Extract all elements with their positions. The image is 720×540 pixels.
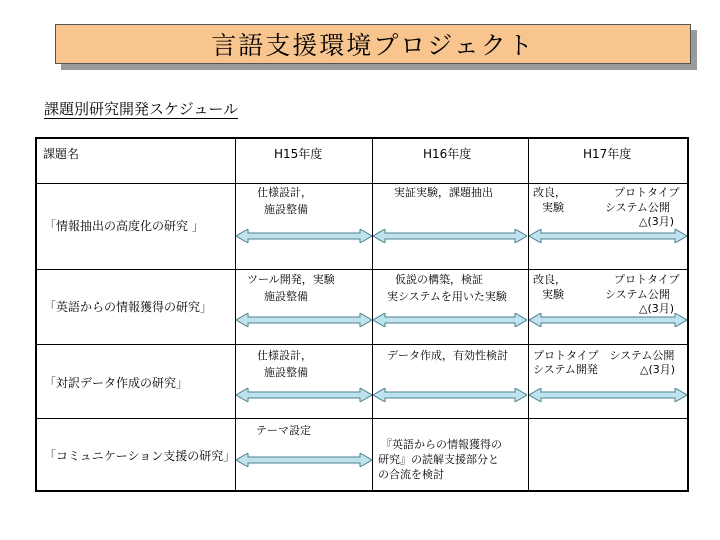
schedule-subtitle: 課題別研究開発スケジュール xyxy=(44,100,239,118)
row3-h17-mark: △(3月) xyxy=(640,363,676,376)
row3-h15-line1: 仕様設計， xyxy=(257,349,312,362)
row1-h17-right1: プロトタイプ xyxy=(614,186,680,199)
row-divider xyxy=(37,418,687,419)
row2-h17-right2: システム公開 xyxy=(605,288,670,301)
row4-h16-line1: 『英語からの情報獲得の xyxy=(381,438,502,451)
row3-h17-arrow xyxy=(529,388,687,402)
slide-title: 言語支援環境プロジェクト xyxy=(55,24,691,64)
row2-h15-line1: ツール開発，実験 xyxy=(247,273,335,286)
row2-h15-line2: 施設整備 xyxy=(264,290,308,303)
row-name-1: 「情報抽出の高度化の研究 」 xyxy=(44,219,204,233)
row1-h15-line1: 仕様設計， xyxy=(257,186,312,199)
row-divider xyxy=(37,269,687,270)
row2-h16-line1: 仮説の構築，検証 xyxy=(395,273,483,286)
row2-h15-arrow xyxy=(236,313,372,327)
row3-h17-line1: プロトタイプ システム公開 xyxy=(533,349,675,362)
row3-h15-arrow xyxy=(236,388,372,402)
row3-h17-line2: システム開発 xyxy=(533,363,598,376)
row1-h15-arrow xyxy=(236,229,372,243)
header-task-name: 課題名 xyxy=(43,147,80,161)
row-divider xyxy=(37,344,687,345)
row2-h17-mark: △(3月) xyxy=(639,302,675,315)
row1-h16-line1: 実証実験，課題抽出 xyxy=(394,186,493,199)
row-name-4: 「コミュニケーション支援の研究」 xyxy=(44,449,236,463)
row4-h15-line1: テーマ設定 xyxy=(256,424,311,437)
row3-h16-arrow xyxy=(373,388,527,402)
row1-h17-right2: システム公開 xyxy=(605,201,670,214)
row2-h17-right1: プロトタイプ xyxy=(614,273,680,286)
row4-h15-arrow xyxy=(236,453,372,467)
row4-h16-line3: の合流を検討 xyxy=(378,468,444,481)
row1-h17-left1: 改良， xyxy=(533,186,566,199)
row1-h17-arrow xyxy=(529,229,687,243)
header-h17: H17年度 xyxy=(583,147,632,161)
row3-h15-line2: 施設整備 xyxy=(264,366,308,379)
row2-h17-arrow xyxy=(529,313,687,327)
row2-h17-left2: 実験 xyxy=(542,288,564,301)
row4-h16-line2: 研究』の読解支援部分と xyxy=(378,453,499,466)
row1-h17-mark: △(3月) xyxy=(639,215,675,228)
row1-h16-arrow xyxy=(373,229,527,243)
row-name-2: 「英語からの情報獲得の研究」 xyxy=(44,300,213,314)
row3-h16-line1: データ作成，有効性検討 xyxy=(387,349,508,362)
header-h15: H15年度 xyxy=(274,147,323,161)
row-name-3: 「対訳データ作成の研究」 xyxy=(44,376,189,390)
row2-h17-left1: 改良， xyxy=(533,273,566,286)
row1-h17-left2: 実験 xyxy=(542,201,564,214)
row1-h15-line2: 施設整備 xyxy=(264,203,308,216)
row-divider xyxy=(37,183,687,184)
row2-h16-line2: 実システムを用いた実験 xyxy=(387,290,507,303)
header-h16: H16年度 xyxy=(423,147,472,161)
row2-h16-arrow xyxy=(373,313,527,327)
